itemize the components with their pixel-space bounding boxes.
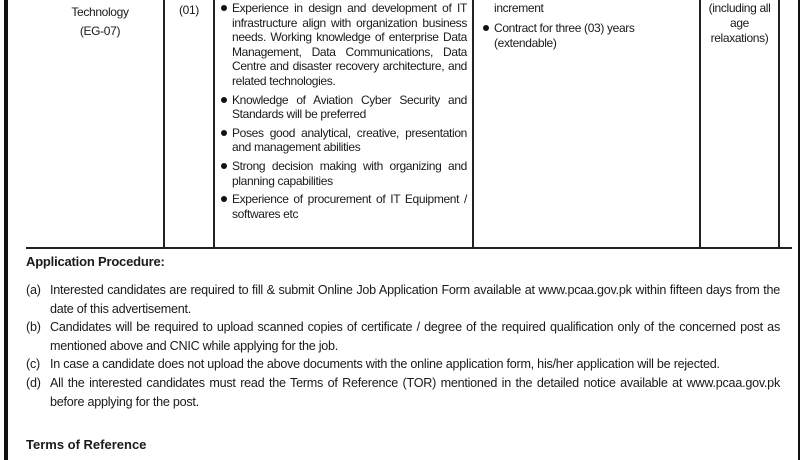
item-text: Candidates will be required to upload scanned copies of certificate / degree of the required qualification only of the concerned post as mentioned above and CNIC while applying for the job. <box>50 320 780 353</box>
terms-tail: increment <box>494 1 544 15</box>
post-title <box>40 3 160 41</box>
requirement-item: Poses good analytical, creative, presentation and management abilities <box>220 126 467 155</box>
post-name: Technology <box>71 5 129 19</box>
terms-list <box>482 21 672 54</box>
requirement-item: Experience in design and development of IT infrastructure align with organization business needs. Working knowledge of enterprise Data Management, Data Communications, Data Centre and disaster recovery architecture, and related technologies. <box>220 1 467 89</box>
table-bottom-border <box>26 247 792 249</box>
age-line: age <box>730 16 749 30</box>
requirement-item: Strong decision making with organizing and planning capabilities <box>220 159 467 188</box>
item-text: In case a candidate does not upload the above documents with the online application form, his/her application will be rejected. <box>50 357 720 372</box>
age-note <box>701 1 778 46</box>
item-label: (c) <box>26 357 40 372</box>
requirement-item: Experience of procurement of IT Equipment / softwares etc <box>220 192 467 221</box>
item-label: (a) <box>26 283 41 297</box>
procedure-heading: Application Procedure: <box>26 254 165 269</box>
column-divider <box>213 0 215 248</box>
column-divider <box>472 0 474 248</box>
requirement-item: Knowledge of Aviation Cyber Security and Standards will be preferred <box>220 93 467 122</box>
procedure-list <box>26 281 780 411</box>
requirements-list <box>220 1 467 225</box>
post-grade: (EG-07) <box>79 24 121 38</box>
item-label: (b) <box>26 320 41 335</box>
procedure-item <box>26 374 780 411</box>
procedure-item <box>26 355 780 374</box>
age-line: (including all <box>708 1 771 15</box>
terms-of-reference-heading: Terms of Reference <box>26 437 147 452</box>
item-label: (d) <box>26 375 41 390</box>
column-divider <box>163 0 165 248</box>
procedure-item <box>26 318 780 355</box>
column-divider <box>778 0 780 248</box>
terms-item: Contract for three (03) years (extendable) <box>482 21 672 50</box>
age-line: relaxations) <box>710 31 769 45</box>
post-count: (01) <box>179 3 199 17</box>
item-text: Interested candidates are required to fill & submit Online Job Application Form available at www.pcaa.gov.pk within fifteen days from the date of this advertisement. <box>50 283 780 316</box>
procedure-item <box>26 281 780 318</box>
item-text: All the interested candidates must read the Terms of Reference (TOR) mentioned in the detailed notice available at www.pcaa.gov.pk before applying for the post. <box>50 375 780 409</box>
